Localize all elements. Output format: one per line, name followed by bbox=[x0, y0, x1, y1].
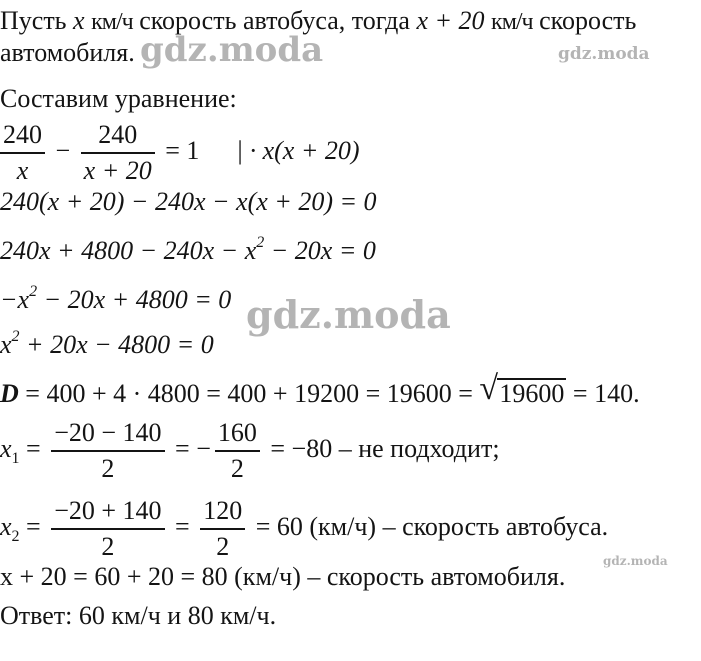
equation-6: D = 400 + 4 · 4800 = 400 + 19200 = 19600 = √ 19600 = 140. bbox=[0, 370, 640, 408]
unit-kmh: км/ч bbox=[91, 9, 133, 35]
text-car: автомобиля. bbox=[0, 38, 135, 67]
equation-7: $x_1$ = $\frac{-20 - 140}{2}$ = − $\frac{160}{2}$ = −80 – не подходит; bbox=[0, 418, 500, 484]
variable-x: x bbox=[73, 6, 85, 35]
text-line-2 bbox=[0, 38, 135, 68]
equation-5: $x^2 + 20x - 4800 = 0$ bbox=[0, 328, 214, 359]
unit-kmh-2: км/ч bbox=[491, 9, 533, 35]
equation-9: x + 20 = 60 + 20 = 80 (км/ч) – скорость автомобиля. bbox=[0, 562, 566, 591]
text-speed-bus: скорость автобуса, тогда bbox=[139, 6, 410, 35]
fraction-240-x: $\frac{240}{x}$ bbox=[0, 120, 45, 186]
watermark-3: gdz.moda bbox=[246, 292, 451, 337]
fraction-240-x-plus-20: $\frac{240}{x + 20}$ bbox=[81, 120, 155, 186]
square-root: √ 19600 bbox=[479, 370, 565, 408]
equation-4: $-x^2 - 20x + 4800 = 0$ bbox=[0, 283, 232, 314]
equation-2: 240(x + 20) − 240x − x(x + 20) = 0 bbox=[0, 187, 377, 216]
text-speed: скорость bbox=[539, 6, 637, 35]
equation-3: $240x + 4800 - 240x - x^2 - 20x = 0$ bbox=[0, 234, 376, 265]
watermark-2: gdz.moda bbox=[558, 44, 650, 64]
equation-1: $\frac{240}{x}$ − $\frac{240}{x + 20}$ = 1 | · x(x + 20) bbox=[0, 120, 360, 186]
equation-8: $x_2$ = $\frac{-20 + 140}{2}$ = $\frac{120}{2}$ = 60 (км/ч) – скорость автобуса. bbox=[0, 496, 609, 562]
text-line-3 bbox=[0, 84, 237, 114]
fraction-160-2: $\frac{160}{2}$ bbox=[215, 418, 260, 484]
watermark-1: gdz.moda bbox=[140, 30, 324, 70]
fraction-120-2: $\frac{120}{2}$ bbox=[200, 496, 245, 562]
expr-x-plus-20: x + 20 bbox=[416, 6, 485, 35]
text-prefix: Пусть bbox=[0, 6, 67, 35]
text-make-equation: Составим уравнение: bbox=[0, 84, 237, 113]
watermark-4: gdz.moda bbox=[603, 554, 668, 568]
answer-line: Ответ: 60 км/ч и 80 км/ч. bbox=[0, 601, 277, 630]
fraction-x2: $\frac{-20 + 140}{2}$ bbox=[51, 496, 164, 562]
fraction-x1: $\frac{-20 - 140}{2}$ bbox=[51, 418, 164, 484]
